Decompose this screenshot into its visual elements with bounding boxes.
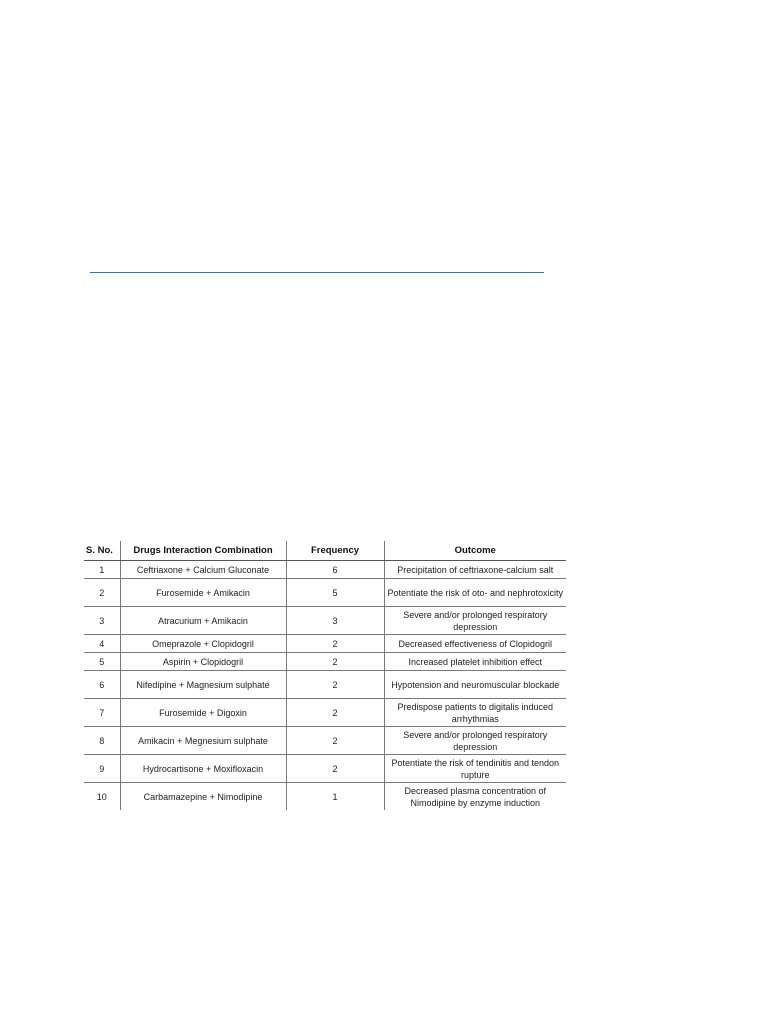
table-row xyxy=(84,755,566,783)
cell-outcome: Potentiate the risk of tendinitis and tendon rupture xyxy=(384,755,566,783)
cell-combination: Aspirin + Clopidogril xyxy=(120,653,286,671)
cell-combination: Amikacin + Megnesium sulphate xyxy=(120,727,286,755)
cell-outcome: Precipitation of ceftriaxone-calcium salt xyxy=(384,561,566,579)
link-underline[interactable] xyxy=(90,272,544,273)
table-row xyxy=(84,699,566,727)
cell-outcome: Predispose patients to digitalis induced arrhythmias xyxy=(384,699,566,727)
cell-sno: 4 xyxy=(84,635,120,653)
cell-sno: 5 xyxy=(84,653,120,671)
cell-combination: Furosemide + Amikacin xyxy=(120,579,286,607)
cell-combination: Nifedipine + Magnesium sulphate xyxy=(120,671,286,699)
cell-outcome: Decreased plasma concentration of Nimodipine by enzyme induction xyxy=(384,783,566,811)
cell-outcome: Decreased effectiveness of Clopidogril xyxy=(384,635,566,653)
cell-frequency: 2 xyxy=(286,699,384,727)
table-row xyxy=(84,607,566,635)
cell-frequency: 2 xyxy=(286,635,384,653)
table-row xyxy=(84,653,566,671)
table-row xyxy=(84,727,566,755)
header-combination: Drugs Interaction Combination xyxy=(120,541,286,561)
cell-combination: Ceftriaxone + Calcium Gluconate xyxy=(120,561,286,579)
header-outcome: Outcome xyxy=(384,541,566,561)
cell-combination: Furosemide + Digoxin xyxy=(120,699,286,727)
table-row xyxy=(84,783,566,811)
cell-sno: 6 xyxy=(84,671,120,699)
cell-frequency: 6 xyxy=(286,561,384,579)
cell-sno: 10 xyxy=(96,791,107,802)
cell-frequency: 2 xyxy=(286,653,384,671)
cell-frequency: 2 xyxy=(286,727,384,755)
cell-combination: Omeprazole + Clopidogril xyxy=(120,635,286,653)
cell-frequency: 2 xyxy=(286,671,384,699)
drug-interaction-table xyxy=(84,541,566,810)
cell-frequency: 1 xyxy=(286,783,384,811)
table-header-row xyxy=(84,541,566,561)
cell-sno: 7 xyxy=(84,699,120,727)
cell-sno: 9 xyxy=(84,755,120,783)
table-row xyxy=(84,635,566,653)
cell-outcome: Increased platelet inhibition effect xyxy=(384,653,566,671)
cell-combination: Hydrocartisone + Moxifloxacin xyxy=(120,755,286,783)
cell-frequency: 5 xyxy=(286,579,384,607)
cell-sno: 3 xyxy=(84,607,120,635)
cell-sno: 1 xyxy=(84,561,120,579)
header-frequency: Frequency xyxy=(286,541,384,561)
cell-combination: Atracurium + Amikacin xyxy=(120,607,286,635)
cell-frequency: 2 xyxy=(286,755,384,783)
cell-combination: Carbamazepine + Nimodipine xyxy=(120,783,286,811)
cell-frequency: 3 xyxy=(286,607,384,635)
cell-outcome: Severe and/or prolonged respiratory depression xyxy=(384,607,566,635)
table-row xyxy=(84,561,566,579)
cell-outcome: Potentiate the risk of oto- and nephrotoxicity xyxy=(384,579,566,607)
header-sno: S. No. xyxy=(84,541,120,561)
table-row xyxy=(84,671,566,699)
cell-outcome: Severe and/or prolonged respiratory depression xyxy=(384,727,566,755)
cell-outcome: Hypotension and neuromuscular blockade xyxy=(384,671,566,699)
cell-sno: 8 xyxy=(84,727,120,755)
cell-sno: 2 xyxy=(84,579,120,607)
table-row xyxy=(84,579,566,607)
